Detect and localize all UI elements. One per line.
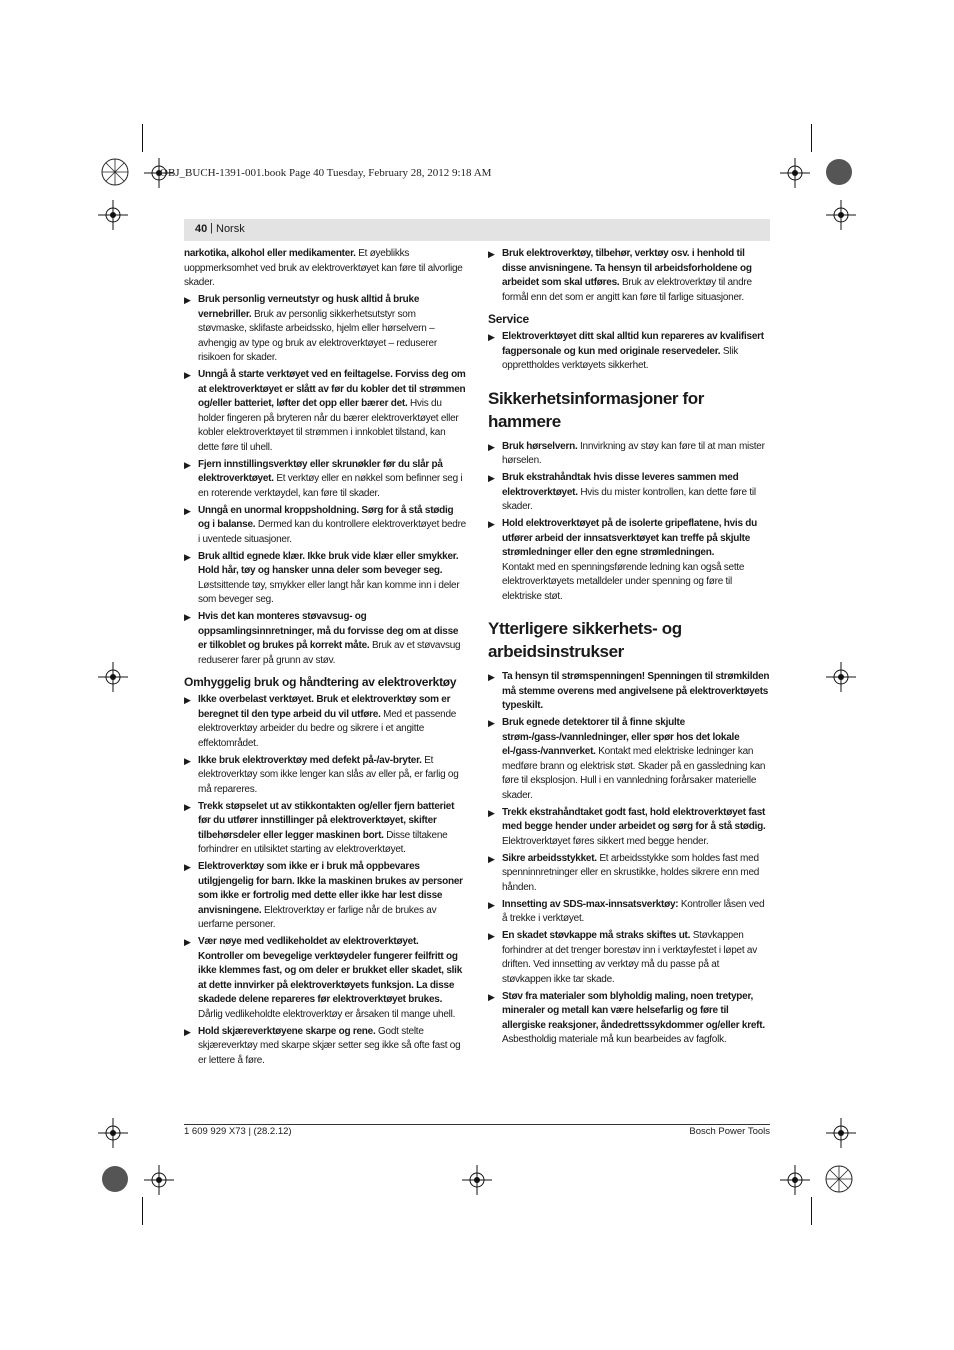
list-item: ▶ Bruk personlig verneutstyr og husk alltid å bruke vernebriller. Bruk av personlig sikkerhetsutstyr som støvmaske, sklifaste arbeidssko, hjelm eller hørselvern – avhengig av type og bruk av elektroverktøyet – reduserer risikoen for skader.: [184, 294, 437, 363]
page-header-bar: [184, 219, 770, 241]
list-item: ▶ Fjern innstillingsverktøy eller skrunøkler før du slår på elektroverktøyet. Et verktøy eller en nøkkel som befinner seg i en roterende verktøydel, kan føre til skader.: [184, 458, 463, 499]
registration-mark-top-left-1: [101, 158, 129, 186]
arrow-bullet-icon: ▶: [184, 862, 191, 872]
arrow-bullet-icon: ▶: [184, 370, 191, 380]
list-item: ▶ En skadet støvkappe må straks skiftes ut. Støvkappen forhindrer at det trenger borestøv inn i verktøyfestet i løpet av driften. Ved innsetting av verktøy må du passe på at støvkappen ikke tar skade.: [488, 930, 757, 985]
crosshair-mark-right-lower: [826, 1118, 856, 1148]
crosshair-mark-bottom-right: [780, 1165, 810, 1195]
subheading-tool-handling: Omhyggelig bruk og håndtering av elektroverktøy: [184, 675, 457, 689]
crosshair-mark-bottom-left: [144, 1165, 174, 1195]
arrow-bullet-icon: ▶: [488, 249, 495, 259]
arrow-bullet-icon: ▶: [488, 672, 495, 682]
crosshair-mark-right-mid: [826, 662, 856, 692]
trim-line-bottom-right: [811, 1197, 812, 1225]
list-item: ▶ Unngå å starte verktøyet ved en feiltagelse. Forviss deg om at elektroverktøyet er slått av før du kobler det til strømmen og/eller batteriet, løfter det opp eller bærer det. Hvis du holder fingeren på bryteren når du bærer elektroverktøyet eller kobler elektroverktøyet til strømmen i innkoblet tilstand, kan dette føre til uhell.: [184, 369, 466, 453]
registration-mark-bottom-right: [825, 1165, 853, 1193]
arrow-bullet-icon: ▶: [488, 519, 495, 529]
list-item: ▶ Elektroverktøyet ditt skal alltid kun repareres av kvalifisert fagpersonale og kun med originale reservedeler. Slik opprettholdes verktøyets sikkerhet.: [488, 331, 764, 371]
arrow-bullet-icon: ▶: [184, 459, 191, 470]
arrow-bullet-icon: ▶: [488, 853, 495, 864]
list-item: ▶ Bruk alltid egnede klær. Ikke bruk vide klær eller smykker. Hold hår, tøy og hansker unna deler som beveger seg. Løstsittende tøy, smykker eller langt hår kan komme inn i deler som beveger seg.: [184, 550, 460, 605]
page-number: 40: [195, 223, 208, 235]
arrow-bullet-icon: ▶: [184, 612, 191, 622]
arrow-bullet-icon: ▶: [488, 332, 495, 342]
list-item: ▶ Bruk elektroverktøy, tilbehør, verktøy osv. i henhold til disse anvisningene. Ta hensyn til arbeidsforholdene og arbeidet som skal utføres. Bruk av elektroverktøy til andre formål enn det som er angitt kan føre til farlige situasjoner.: [488, 248, 752, 303]
list-item: ▶ Hold skjæreverktøyene skarpe og rene. Godt stelte skjæreverktøy med skarpe skjær setter seg ikke så ofte fast og er lettere å føre.: [184, 1025, 461, 1066]
arrow-bullet-icon: ▶: [488, 899, 495, 910]
list-item: ▶ Ikke bruk elektroverktøy med defekt på-/av-bryter. Et elektroverktøy som ikke lenger kan slås av eller på, er farlig og må repareres.: [184, 754, 459, 795]
crosshair-mark-top-right: [780, 158, 810, 188]
list-item: ▶ Støv fra materialer som blyholdig maling, noen tretyper, mineraler og metall kan være helsefarlig og føre til allergiske reaksjoner, åndedrettssykdommer og/eller kreft. Asbestholdig materiale må kun bearbeides av fagfolk.: [488, 990, 765, 1045]
list-item: ▶ Vær nøye med vedlikeholdet av elektroverktøyet. Kontroller om bevegelige verktøydeler fungerer feilfritt og ikke klemmes fast, og om deler er brukket eller skadet, slik at dette innvirker på elektroverktøyets funksjon. La disse skadede delene repareres før elektroverktøyet brukes. Dårlig vedlikeholdte elektroverktøy er årsaken til mange uhell.: [184, 936, 463, 1020]
list-item: ▶ Hvis det kan monteres støvavsug- og oppsamlingsinnretninger, må du forvisse deg om at disse er tilkoblet og brukes på korrekt måte. Bruk av et støvavsug reduserer farer på grunn av støv.: [184, 611, 461, 666]
list-item: ▶ Trekk ekstrahåndtaket godt fast, hold elektroverktøyet fast med begge hender under arbeidet og sørg for å stå stødig. Elektroverktøyet føres sikkert med begge hender.: [488, 806, 766, 847]
section-title-hammer-safety: Sikkerhetsinformasjoner for hammere: [488, 388, 704, 431]
crosshair-mark-left-mid: [98, 662, 128, 692]
footer-brand: Bosch Power Tools: [689, 1126, 770, 1137]
list-item: ▶ Ikke overbelast verktøyet. Bruk et elektroverktøy som er beregnet til den type arbeid du vil utføre. Med et passende elektroverktøy arbeider du bedre og sikrere i et angitte effektområdet.: [184, 694, 457, 749]
list-item: ▶ Sikre arbeidsstykket. Et arbeidsstykke som holdes fast med spenninnretninger eller en skrustikke, holdes sikrere enn med hånden.: [488, 852, 760, 893]
arrow-bullet-icon: ▶: [488, 807, 495, 818]
list-item: ▶ Hold elektroverktøyet på de isolerte gripeflatene, hvis du utfører arbeid der innsatsverktøyet kan treffe på skjulte strømledninger eller den egne strømledningen. Kontakt med en spenningsførende ledning kan også sette elektroverktøyets metalldeler under spenning og føre til elektriske støt.: [488, 518, 758, 602]
crosshair-mark-left-lower: [98, 1118, 128, 1148]
arrow-bullet-icon: ▶: [184, 937, 191, 947]
crosshair-mark-bottom-center: [462, 1165, 492, 1195]
arrow-bullet-icon: ▶: [184, 801, 191, 812]
list-item: ▶ Bruk ekstrahåndtak hvis disse leveres sammen med elektroverktøyet. Hvis du mister kontrollen, kan dette føre til skader.: [488, 472, 756, 512]
left-column: [184, 247, 466, 1071]
list-item: ▶ Trekk støpselet ut av stikkontakten og/eller fjern batteriet før du utfører innstillinger på elektroverktøyet, skifter tilbehørsdeler eller legger maskinen bort. Disse tiltakene forhindrer en utilsiktet starting av elektroverktøyet.: [184, 800, 455, 855]
arrow-bullet-icon: ▶: [488, 931, 495, 941]
list-item: ▶ Ta hensyn til strømspenningen! Spenningen til strømkilden må stemme overens med angivelsene på elektroverktøyets typeskilt.: [488, 671, 770, 711]
arrow-bullet-icon: ▶: [184, 755, 191, 766]
arrow-bullet-icon: ▶: [488, 991, 495, 1002]
list-item: ▶ Bruk egnede detektorer til å finne skjulte strøm-/gass-/vannledninger, eller spør hos det lokale el-/gass-/vannverket. Kontakt med elektriske ledninger kan medføre brann og elektrisk støt. Skader på en gassledning kan føre til eksplosjon. Hull i en vannledning forårsaker materielle skader.: [488, 717, 766, 801]
list-item: ▶ Innsetting av SDS-max-innsatsverktøy: Kontroller låsen ved å trekke i verktøyet.: [488, 898, 765, 924]
arrow-bullet-icon: ▶: [184, 505, 191, 516]
list-item: ▶ Unngå en unormal kroppsholdning. Sørg for å stå stødig og i balanse. Dermed kan du kontrollere elektroverktøyet bedre i uventede situasjoner.: [184, 504, 466, 545]
arrow-bullet-icon: ▶: [488, 473, 495, 483]
arrow-bullet-icon: ▶: [184, 295, 191, 305]
intro-paragraph: narkotika, alkohol eller medikamenter. Et øyeblikks uoppmerksomhet ved bruk av elektroverktøyet kan føre til alvorlige skader.: [184, 248, 463, 288]
arrow-bullet-icon: ▶: [488, 718, 495, 728]
footer-divider: [184, 1124, 770, 1125]
item-continuation: Kontakt med en spenningsførende ledning kan også sette elektroverktøyets metalldeler under spenning og føre til elektriske støt.: [502, 561, 745, 602]
crosshair-mark-right-upper: [826, 200, 856, 230]
section-title-additional-instructions: Ytterligere sikkerhets- og arbeidsinstrukser: [488, 619, 682, 661]
trim-line-top-left: [142, 124, 143, 152]
arrow-bullet-icon: ▶: [184, 551, 191, 562]
registration-mark-top-right: [825, 158, 853, 186]
list-item: ▶ Elektroverktøy som ikke er i bruk må oppbevares utilgjengelig for barn. Ikke la maskinen brukes av personer som ikke er fortrolig med dette eller ikke har lest disse anvisningene. Elektroverktøy er farlige når de brukes av uerfarne personer.: [184, 861, 463, 930]
arrow-bullet-icon: ▶: [184, 695, 191, 705]
header-separator: |: [210, 222, 213, 234]
trim-line-bottom-left: [142, 1197, 143, 1225]
trim-line-top-right: [811, 124, 812, 152]
page-language: Norsk: [216, 223, 245, 235]
arrow-bullet-icon: ▶: [488, 441, 495, 452]
subheading-service: Service: [488, 312, 529, 326]
right-column: [488, 247, 770, 1050]
registration-mark-bottom-left: [101, 1165, 129, 1193]
list-item: ▶ Bruk hørselvern. Innvirkning av støy kan føre til at man mister hørselen.: [488, 440, 765, 466]
arrow-bullet-icon: ▶: [184, 1026, 191, 1037]
crosshair-mark-left-upper: [98, 200, 128, 230]
print-metadata: OBJ_BUCH-1391-001.book Page 40 Tuesday, February 28, 2012 9:18 AM: [160, 167, 492, 179]
footer-document-id: 1 609 929 X73 | (28.2.12): [184, 1126, 292, 1137]
